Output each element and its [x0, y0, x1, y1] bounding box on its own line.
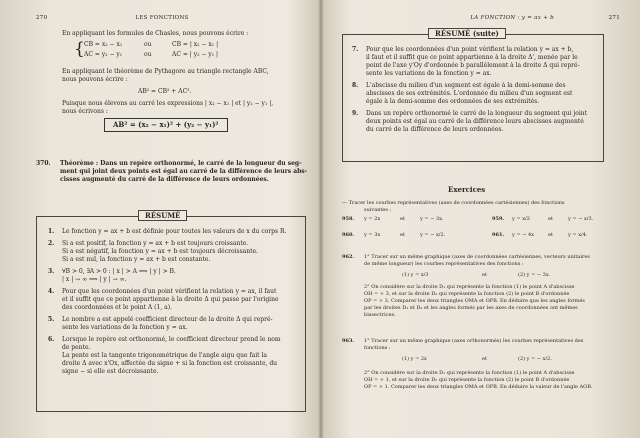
exercise-pairs — [342, 216, 622, 250]
exercise-962-part2-line-4: par les droites D₁ et D₂ et les angles formés par les axes de coordonnées ont mêmes — [364, 305, 578, 311]
theorem-line-2: ment qui joint deux points est égal au carré de la différence de leurs abs- — [60, 168, 308, 175]
right-page — [330, 0, 628, 438]
exercise-960-number: 960. — [342, 232, 355, 238]
exercise-962-part2-line-3: OP = + 3. Comparer les deux triangles OMA et OPB. En déduire que les angles formés — [364, 298, 585, 304]
exercise-962-function-2: (2) y = − 3x. — [518, 272, 551, 278]
resume-item-number: 2. — [48, 240, 55, 247]
resume-item-number: 8. — [352, 82, 359, 89]
resume-item-number: 7. — [352, 46, 359, 53]
exercise-963-function-1: (1) y = 2x — [402, 356, 427, 362]
exercise-962-part2-line-1: 2° On considère sur la droite D₁ qui représente la fonction (1) le point A d'abscisse — [364, 284, 575, 290]
resume-item-line: et il suffit que ce point appartienne à la droite Δ qui passe par l'origine — [62, 296, 279, 303]
resume-item-line: abscisses de ses extrémités. L'ordonnée du milieu d'un segment est — [366, 90, 573, 97]
resume-item-line: deux points est égal au carré de la différence leurs abscisses augmenté — [366, 118, 584, 125]
right-running-title: LA FONCTION : y = ax + b — [470, 15, 554, 21]
resume-item-line: Dans un repère orthonormé le carré de la longueur du segment qui joint — [366, 110, 588, 117]
distance-formula: AB² = (x₂ − x₁)² + (y₂ − y₁)² — [104, 118, 228, 132]
chasles-row-1-a: CB = x₂ − x₁ — [84, 41, 123, 48]
right-page-number: 271 — [608, 15, 620, 21]
exercise-960-et: et — [400, 232, 405, 238]
exercise-963-part2-line-1: 2° On considère sur la droite D₁ qui représente la fonction (1) le point A d'abscisse — [364, 370, 575, 376]
exercise-963-part2-line-2: OH = + 1, et sur la droite D₂ qui représente la fonction (2) le point B d'ordonnée — [364, 377, 570, 383]
exercise-960-f2: y = − x/2. — [420, 232, 446, 238]
exercises-intro-line-1: — Tracer les courbes représentatives (axes de coordonnées cartésiennes) des fonctions — [342, 200, 565, 206]
resume-item-number: 4. — [48, 288, 55, 295]
resume-item-line: Le fonction y = ax + b est définie pour toutes les valeurs de x du corps R. — [62, 228, 287, 235]
left-page — [14, 0, 310, 438]
resume-item-line: Si a est nul, la fonction y = ax + b est constante. — [62, 256, 211, 263]
resume-item-number: 5. — [48, 316, 55, 323]
exercise-961-number: 961. — [492, 232, 505, 238]
theorem-line-3: cisses augmenté du carré de la différence de leurs ordonnées. — [60, 176, 269, 183]
left-page-number: 270 — [36, 15, 48, 21]
exercise-963-number: 963. — [342, 338, 355, 344]
exercise-962-number: 962. — [342, 254, 355, 260]
resume-item-line: point de l'axe y'Oy d'ordonnée b parallèlement à la droite Δ qui repré- — [366, 62, 580, 69]
exercise-959-f2: y = − x/3. — [568, 216, 594, 222]
chasles-row-1-b: CB = | x₂ − x₁ | — [172, 41, 219, 48]
resume-item-line: il faut et il suffit que ce point appartienne à la droite Δ', menée par le — [366, 54, 578, 61]
exercise-962-et: et — [482, 272, 487, 278]
exercises-intro-line-2: suivantes : — [364, 207, 392, 213]
exercise-963-et: et — [482, 356, 487, 362]
resume-item-line: égale à la demi-somme des ordonnées de ses extrémités. — [366, 98, 540, 105]
exercise-959-number: 959. — [492, 216, 505, 222]
square-line-1: Puisque nous élevons au carré les expressions | x₂ − x₁ | et | y₂ − y₁ |, — [62, 100, 274, 107]
chasles-row-1-or: ou — [144, 41, 152, 48]
exercise-961-et: et — [548, 232, 553, 238]
resume-item-number: 3. — [48, 268, 55, 275]
resume-item-line: sente les variations de la fonction y = ax. — [366, 70, 492, 77]
resume-item-number: 1. — [48, 228, 55, 235]
book-gutter — [318, 0, 324, 438]
exercise-961-f1: y = − 4x — [512, 232, 534, 238]
exercise-958-number: 958. — [342, 216, 355, 222]
exercise-962-line-1: 1° Tracer sur un même graphique (axes de coordonnées cartésiennes, vecteurs unitaires — [364, 254, 590, 260]
exercises-title: Exercices — [448, 185, 486, 194]
square-line-2: nous écrivons : — [62, 108, 108, 115]
theorem-number: 370. — [36, 160, 51, 167]
left-running-title: LES FONCTIONS — [135, 15, 189, 21]
resume-item-line: des coordonnées et le point A (1, a). — [62, 304, 172, 311]
exercise-963-function-2: (2) y = − x/2. — [518, 356, 552, 362]
resume-item-line: du carré de la différence de leurs ordonnées. — [366, 126, 504, 133]
resume-item-line: | x | → ∞ ⟹ | y | → ∞. — [62, 276, 127, 283]
resume-item-line: sente les variations de la fonction y = ax. — [62, 324, 188, 331]
resume-item-number: 9. — [352, 110, 359, 117]
exercise-963-line-1: 1° Tracer sur un même graphique (axes orthonormés) les courbes représentatives des — [364, 338, 584, 344]
exercise-962-part2-line-5: bissectrices. — [364, 312, 396, 318]
exercise-962-function-1: (1) y = x/3 — [402, 272, 429, 278]
chasles-row-2-or: ou — [144, 51, 152, 58]
resume-item-line: signe − si elle est décroissante. — [62, 368, 159, 375]
exercise-962-part2-line-2: OH = + 3, et sur la droite D₂ qui représente la fonction (2) le point B d'ordonnée — [364, 291, 570, 297]
resume-item-line: Si a est positif, la fonction y = ax + b est toujours croissante. — [62, 240, 249, 247]
resume-item-line: de pente. — [62, 344, 91, 351]
exercise-961-f2: y = x/4. — [568, 232, 588, 238]
exercise-row-958-959 — [342, 216, 622, 228]
chasles-row-2-b: AC = | y₂ − y₁ | — [172, 51, 219, 58]
resume-item-line: La pente est la tangente trigonométrique de l'angle aigu que fait la — [62, 352, 267, 359]
exercise-row-960-961 — [342, 232, 622, 244]
pythagore-line-2: nous pouvons écrire : — [62, 76, 128, 83]
exercise-959-f1: y = x/2 — [512, 216, 530, 222]
resume-item-line: Pour que les coordonnées d'un point vérifient la relation y = ax, il faut — [62, 288, 277, 295]
exercise-960-f1: y = 3x — [364, 232, 381, 238]
resume-item-line: L'abscisse du milieu d'un segment est égale à la demi-somme des — [366, 82, 566, 89]
theorem-line-1: Théorème : Dans un repère orthonormé, le carré de la longueur du seg- — [60, 160, 302, 167]
resume-item-line: ∀B > 0, ∃A > 0 : | x | > A ⟹ | y | > B. — [62, 268, 176, 275]
left-brace-icon: { — [74, 39, 85, 59]
resume-suite-title: RÉSUMÉ (suite) — [428, 28, 506, 39]
resume-title: RÉSUMÉ — [138, 210, 187, 221]
pythagore-line-1: En appliquant le théorème de Pythagore au triangle rectangle ABC, — [62, 68, 269, 75]
chasles-row-2-a: AC = y₂ − y₁ — [84, 51, 123, 58]
resume-item-line: Le nombre a est appelé coefficient directeur de la droite Δ qui repré- — [62, 316, 273, 323]
exercise-962-line-2: de même longueur) les courbes représentatives des fonctions : — [364, 261, 524, 267]
resume-item-line: droite Δ avec x'Ox, affectée du signe + si la fonction est croissante, du — [62, 360, 278, 367]
resume-item-line: Pour que les coordonnées d'un point vérifient la relation y = ax + b, — [366, 46, 574, 53]
exercise-958-f2: y = − 3x. — [420, 216, 444, 222]
chasles-system — [74, 41, 274, 59]
resume-item-number: 6. — [48, 336, 55, 343]
pythagore-formula: AB² = CB² + AC². — [138, 88, 192, 95]
chasles-intro: En appliquant les formules de Chasles, nous pouvons écrire : — [62, 30, 249, 37]
exercise-958-et: et — [400, 216, 405, 222]
exercise-963-part2-line-3: OP = + 1. Comparer les deux triangles OMA et OPB. En déduire la valeur de l'angle AOB. — [364, 384, 593, 390]
exercise-958-f1: y = 2x — [364, 216, 381, 222]
exercises-intro — [342, 200, 565, 214]
exercise-963-line-2: fonctions : — [364, 345, 391, 351]
resume-item-line: Si a est négatif, la fonction y = ax + b est toujours décroissante. — [62, 248, 258, 255]
exercise-959-et: et — [548, 216, 553, 222]
resume-item-line: Lorsque le repère est orthonormé, le coefficient directeur prend le nom — [62, 336, 281, 343]
